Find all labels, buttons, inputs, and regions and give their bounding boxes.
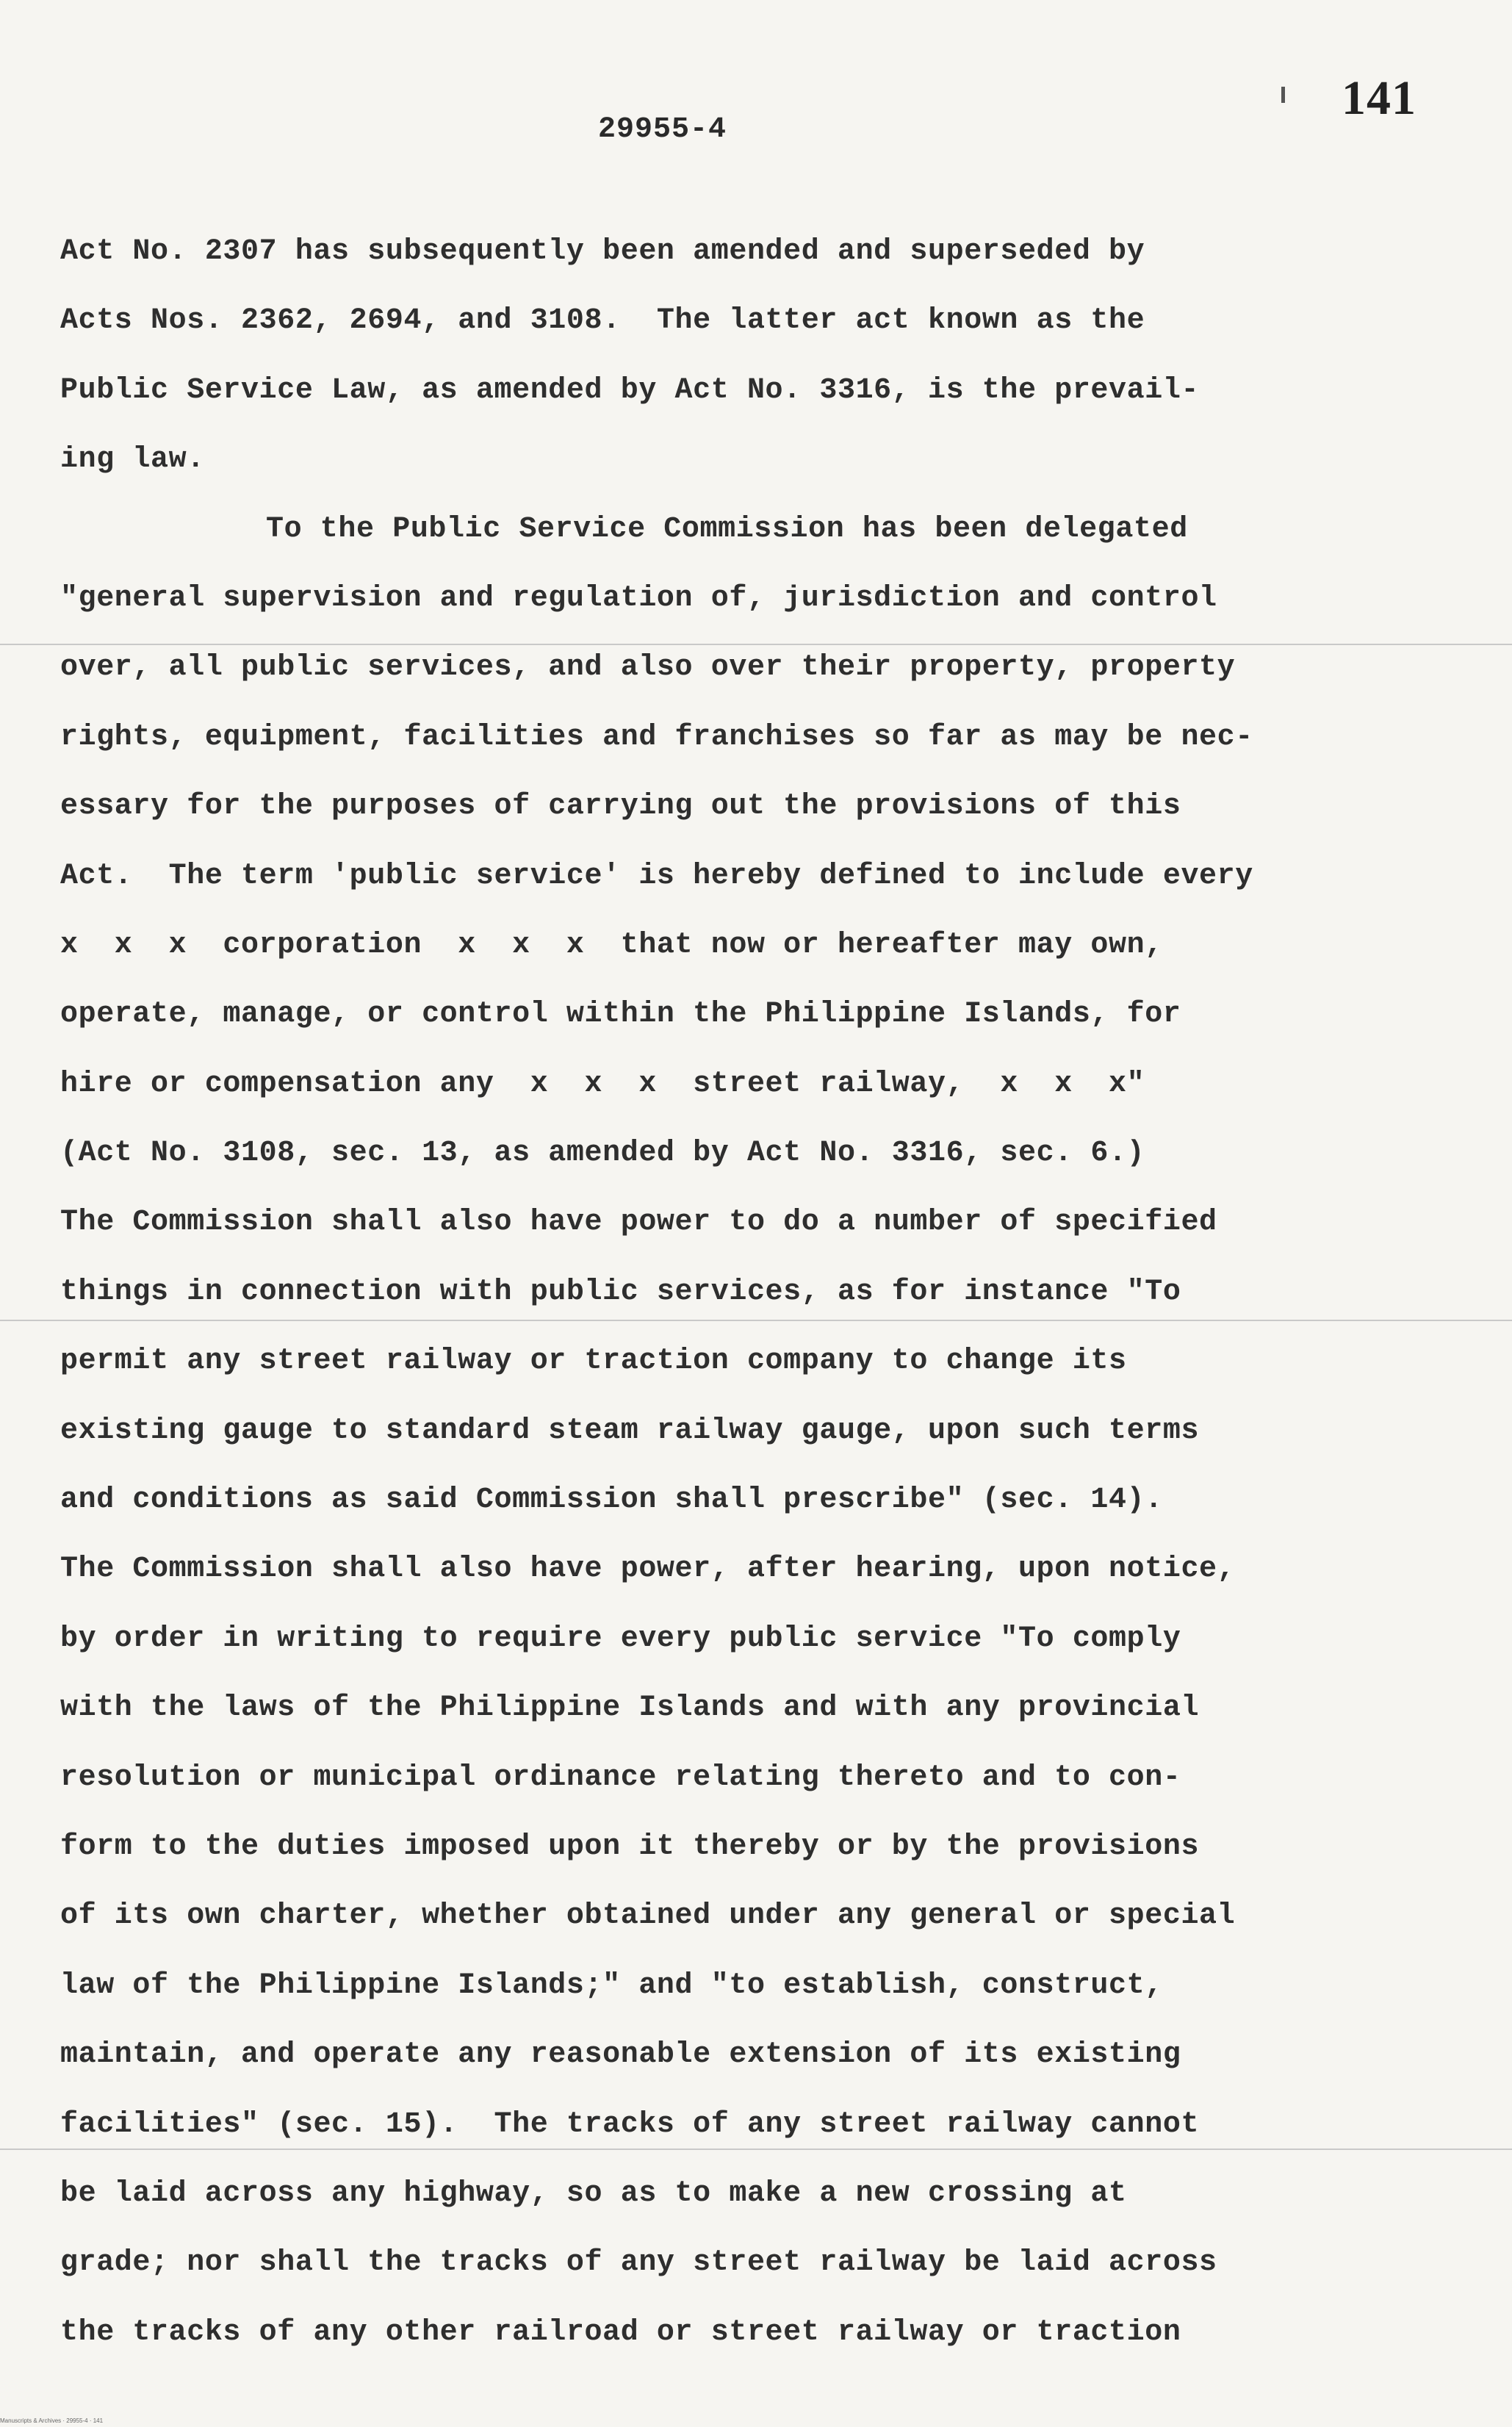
text-line: resolution or municipal ordinance relating thereto and to con- (60, 1761, 1181, 1794)
text-line: grade; nor shall the tracks of any street railway be laid across (60, 2246, 1217, 2280)
document-reference: 29955-4 (598, 113, 727, 146)
text-line: Act. The term 'public service' is hereby defined to include every (60, 859, 1253, 893)
text-line: Acts Nos. 2362, 2694, and 3108. The latter act known as the (60, 304, 1145, 338)
text-line: facilities" (sec. 15). The tracks of any street railway cannot (60, 2107, 1200, 2141)
text-line: and conditions as said Commission shall prescribe" (sec. 14). (60, 1484, 1163, 1517)
text-line: by order in writing to require every public service "To comply (60, 1622, 1181, 1655)
text-line: x x x corporation x x x that now or hereafter may own, (60, 928, 1163, 962)
text-line: with the laws of the Philippine Islands and with any provincial (60, 1691, 1200, 1725)
paragraph-start-line: To the Public Service Commission has been delegated (266, 512, 1188, 546)
text-line: essary for the purposes of carrying out the provisions of this (60, 790, 1181, 824)
text-line: "general supervision and regulation of, jurisdiction and control (60, 581, 1217, 615)
text-line: Public Service Law, as amended by Act No. 3316, is the prevail- (60, 373, 1200, 407)
margin-tick-mark (1281, 87, 1285, 103)
text-line: The Commission shall also have power, after hearing, upon notice, (60, 1553, 1236, 1586)
text-line: be laid across any highway, so as to make a new crossing at (60, 2176, 1127, 2210)
text-line: (Act No. 3108, sec. 13, as amended by Act No. 3316, sec. 6.) (60, 1137, 1145, 1171)
text-line: over, all public services, and also over their property, property (60, 651, 1236, 685)
text-line: things in connection with public services, as for instance "To (60, 1275, 1181, 1309)
text-line: existing gauge to standard steam railway gauge, upon such terms (60, 1414, 1200, 1448)
text-line: form to the duties imposed upon it thereby or by the provisions (60, 1830, 1200, 1863)
text-line: maintain, and operate any reasonable extension of its existing (60, 2038, 1181, 2072)
text-line: The Commission shall also have power to do a number of specified (60, 1206, 1217, 1240)
page-number: 141 (1342, 71, 1416, 125)
text-line: operate, manage, or control within the Philippine Islands, for (60, 998, 1181, 1032)
text-line: law of the Philippine Islands;" and "to establish, construct, (60, 1968, 1163, 2002)
text-line: permit any street railway or traction company to change its (60, 1345, 1127, 1378)
archive-stamp: Manuscripts & Archives · 29955-4 · 141 (0, 2417, 104, 2424)
text-line: hire or compensation any x x x street railway, x x x" (60, 1067, 1145, 1101)
text-line: rights, equipment, facilities and franchises so far as may be nec- (60, 720, 1253, 754)
text-line: the tracks of any other railroad or street railway or traction (60, 2315, 1181, 2349)
text-line: of its own charter, whether obtained under any general or special (60, 1899, 1236, 1933)
text-line: ing law. (60, 443, 205, 477)
body-text (60, 217, 1441, 2367)
text-line: Act No. 2307 has subsequently been amended and superseded by (60, 235, 1145, 268)
